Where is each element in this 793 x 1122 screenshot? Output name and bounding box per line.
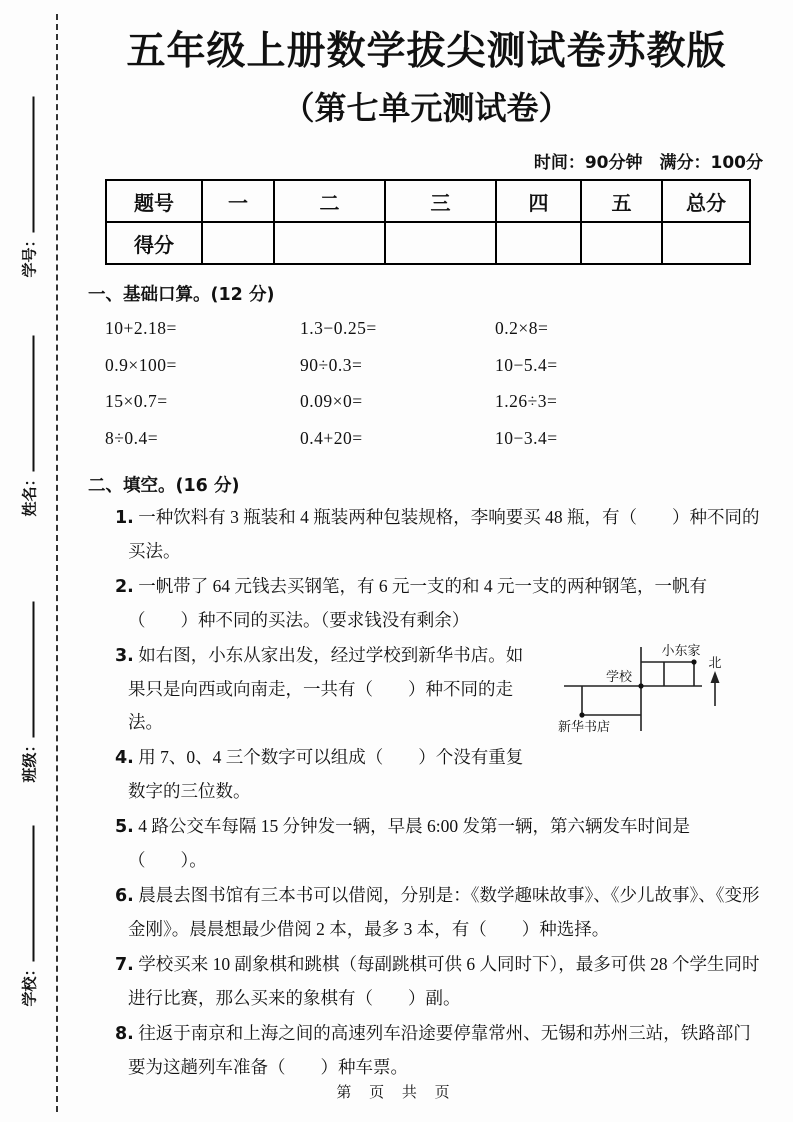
student-id-label: 学号：	[22, 232, 39, 278]
score-header-cell: 总分	[662, 180, 750, 222]
student-id-field	[18, 78, 43, 278]
question-number: 6.	[115, 886, 134, 906]
question-text: 一帆带了 64 元钱去买钢笔，有 6 元一支的和 4 元一支的两种钢笔，一帆有（ ）种不同的买法。（要求钱没有剩余）	[128, 576, 707, 630]
bookstore-label: 新华书店	[557, 719, 611, 734]
question-text: 学校买来 10 副象棋和跳棋（每副跳棋可供 6 人同时下），最多可供 28 个学生同时进行比赛，那么买来的象棋有（ ）副。	[128, 954, 760, 1008]
oral-problem: 0.09×0=	[300, 391, 363, 411]
oral-problem: 15×0.7=	[105, 391, 168, 411]
oral-problem: 10+2.18=	[105, 318, 177, 338]
class-label: 班级：	[22, 737, 39, 783]
student-name-label: 姓名：	[22, 471, 39, 517]
score-header-cell: 二	[274, 180, 385, 222]
fold-dashed-line	[56, 14, 58, 1112]
question-number: 2.	[115, 577, 134, 597]
oral-problem: 0.9×100=	[105, 354, 177, 375]
oral-problems-grid	[105, 310, 765, 456]
bookstore-dot	[579, 712, 584, 717]
score-cell	[662, 222, 750, 264]
fill-questions	[88, 501, 765, 1084]
score-cell	[496, 222, 581, 264]
school-label: 学校：	[22, 961, 39, 1007]
oral-problem: 10−5.4=	[495, 354, 558, 375]
score-header-cell: 一	[202, 180, 274, 222]
score-cell	[274, 222, 385, 264]
question-3	[115, 639, 765, 739]
score-header-cell: 四	[496, 180, 581, 222]
score-table-header-row	[106, 180, 750, 222]
oral-problem: 1.3−0.25=	[300, 318, 377, 338]
question-text: 晨晨去图书馆有三本书可以借阅，分别是：《数学趣味故事》、《少儿故事》、《变形金刚》。晨晨想最少借阅 2 本，最多 3 本，有（ ）种选择。	[128, 885, 760, 939]
class-field	[18, 583, 43, 783]
score-header-cell: 三	[385, 180, 496, 222]
north-label: 北	[708, 655, 722, 670]
page-footer: 第 页 共 页	[336, 1085, 457, 1101]
question-number: 1.	[115, 508, 134, 528]
question-number: 5.	[115, 817, 134, 837]
page-title: 五年级上册数学拔尖测试卷苏教版	[126, 29, 727, 74]
score-table	[105, 179, 751, 265]
question-number: 3.	[115, 646, 134, 666]
question-number: 7.	[115, 955, 134, 975]
question-2	[115, 570, 765, 637]
student-id-blank	[18, 96, 35, 232]
question-text: 如右图，小东从家出发，经过学校到新华书店。如果只是向西或向南走，一共有（ ）种不同的走法。	[128, 645, 524, 732]
oral-problem: 0.2×8=	[495, 318, 549, 338]
page-subtitle: （第七单元测试卷）	[282, 89, 571, 127]
home-dot	[691, 659, 696, 664]
student-name-blank	[18, 335, 35, 471]
school-blank	[18, 825, 35, 961]
question-text: 4 路公交车每隔 15 分钟发一辆，早晨 6:00 发第一辆，第六辆发车时间是（ ）。	[128, 816, 690, 870]
school-field	[18, 807, 43, 1007]
section2-heading: 二、填空。(16 分)	[88, 476, 240, 496]
score-cell	[385, 222, 496, 264]
score-table-score-row	[106, 222, 750, 264]
question-number: 4.	[115, 748, 134, 768]
score-header-cell: 五	[581, 180, 662, 222]
oral-problem: 90÷0.3=	[300, 354, 363, 375]
north-arrow-head-icon	[711, 671, 720, 683]
question-8	[115, 1017, 765, 1084]
oral-problem: 10−3.4=	[495, 427, 558, 448]
score-cell	[581, 222, 662, 264]
question-text: 一种饮料有 3 瓶装和 4 瓶装两种包装规格，李响要买 48 瓶，有（ ）种不同的买法。	[128, 507, 760, 561]
question-text: 用 7、0、4 三个数字可以组成（ ）个没有重复数字的三位数。	[128, 747, 524, 801]
question-1	[115, 501, 765, 568]
route-map-diagram	[544, 633, 749, 765]
class-blank	[18, 601, 35, 737]
question-7	[115, 948, 765, 1015]
question-number: 8.	[115, 1024, 134, 1044]
question-6	[115, 879, 765, 946]
score-cell	[202, 222, 274, 264]
score-row-label: 得分	[106, 222, 202, 264]
oral-problem: 0.4+20=	[300, 427, 363, 448]
score-header-cell: 题号	[106, 180, 202, 222]
home-label: 小东家	[661, 643, 701, 658]
oral-problem: 8÷0.4=	[105, 427, 159, 448]
oral-problem: 1.26÷3=	[495, 391, 558, 411]
student-name-field	[18, 317, 43, 517]
question-text: 往返于南京和上海之间的高速列车沿途要停靠常州、无锡和苏州三站，铁路部门要为这趟列车准备（ ）种车票。	[128, 1023, 751, 1077]
school-label-diagram: 学校	[605, 669, 633, 684]
question-5	[115, 810, 765, 877]
exam-meta: 时间：90分钟 满分：100分	[533, 153, 763, 173]
section1-heading: 一、基础口算。(12 分)	[88, 285, 275, 305]
school-dot	[638, 683, 643, 688]
content-area	[88, 26, 765, 1086]
